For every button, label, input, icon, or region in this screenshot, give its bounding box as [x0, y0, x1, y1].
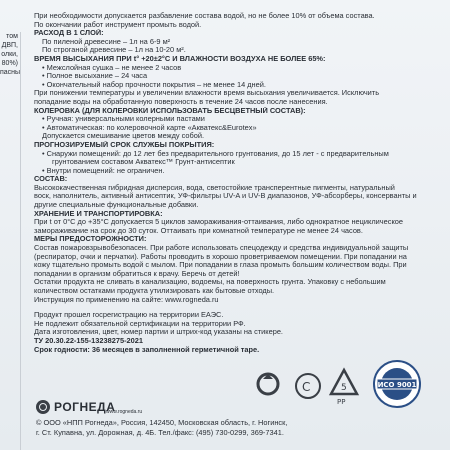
pp-label: PP: [337, 398, 346, 406]
text-line: Не подлежит обязательной сертификации на территории РФ.: [34, 319, 246, 328]
text-line: Высококачественная гибридная дисперсия, вода, светостойкие трансперентные пигменты, натуральный: [34, 183, 395, 192]
section-heading: КОЛЕРОВКА (ДЛЯ КОЛЕРОВКИ ИСПОЛЬЗОВАТЬ БЕСЦВЕТНЫЙ СОСТАВ):: [34, 106, 306, 115]
logo-mark-icon: [36, 400, 50, 414]
text-line: воск, наполнитель, активный антисептик, УФ-фильтры UV-A и UV-B диапазонов, УФ-абсорберы, консерванты и: [34, 192, 417, 201]
section-heading: Срок годности: 36 месяцев в заполненной герметичной таре.: [34, 345, 260, 354]
text-line: При понижении температуры и увеличении влажности время высыхания увеличивается. Исключить: [34, 89, 380, 98]
text-line: • Окончательный набор прочности покрытия – не менее 14 дней.: [42, 80, 266, 89]
text-line: • Ручная: универсальными колерными пастами: [42, 115, 205, 124]
text-line: • Межслойная сушка – не менее 2 часов: [42, 63, 182, 72]
address-line-1: © ООО «НПП Рогнеда», Россия, 142450, Московская область, г. Ногинск,: [36, 418, 288, 427]
text-line: попадание воды на обработанную поверхность в течение 24 часов после нанесения.: [34, 97, 328, 106]
pp-number: 5: [341, 383, 347, 393]
text-line: другие специальные функциональные добавки.: [34, 201, 199, 210]
text-line: Продукт прошел госрегистрацию на территории ЕАЭС.: [34, 311, 224, 320]
text-line: По строганой древесине – 1л на 10-20 м².: [42, 46, 186, 55]
recycle-pp-icon: [327, 364, 361, 408]
section-heading: ХРАНЕНИЕ И ТРАНСПОРТИРОВКА:: [34, 209, 163, 218]
left-fragment: олки,: [1, 51, 18, 58]
text-line: • Снаружи помещений: до 12 лет без предварительного грунтования, до 15 лет - с предварительным: [42, 149, 389, 158]
iso-9001-icon: [371, 358, 423, 410]
left-cut-column: [0, 32, 21, 450]
section-heading: ВРЕМЯ ВЫСЫХАНИЯ ПРИ t° +20±2°С И ВЛАЖНОСТИ ВОЗДУХА НЕ БОЛЕЕ 65%:: [34, 54, 326, 63]
text-line: попадании в организм обратиться к врачу. Беречь от детей!: [34, 269, 240, 278]
section-heading: РАСХОД В 1 СЛОЙ:: [34, 29, 104, 38]
address-block: [36, 418, 287, 438]
text-line: грунтованием составом Акватекс™ Грунт-антисептик: [52, 158, 235, 167]
left-fragment: том: [6, 33, 18, 40]
brand-logo: [36, 400, 166, 414]
left-fragment: ДВП,: [1, 42, 18, 49]
certification-icons: [245, 356, 445, 416]
svg-text:С: С: [302, 380, 311, 394]
text-line: При t от 0°С до +35°С допускается 5 циклов замораживания-оттаивания, либо однократное нециклическое: [34, 218, 403, 227]
text-line: При необходимости допускается разбавление состава водой, но не более 10% от объема состава.: [34, 12, 375, 20]
text-line: [34, 304, 446, 311]
section-heading: МЕРЫ ПРЕДОСТОРОЖНОСТИ:: [34, 235, 147, 244]
left-fragment: пасны: [0, 69, 21, 76]
text-line: • Автоматическая: по колеровочной карте «Акватекс&Eurotex»: [42, 123, 257, 132]
text-line: По окончании работ инструмент промыть водой.: [34, 20, 202, 29]
text-line: • Полное высыхание – 24 часа: [42, 72, 148, 81]
section-heading: ПРОГНОЗИРУЕМЫЙ СРОК СЛУЖБЫ ПОКРЫТИЯ:: [34, 140, 215, 149]
logo-name: РОГНЕДА: [54, 400, 116, 414]
left-fragment: 80%): [1, 60, 18, 67]
text-line: кожу тщательно промыть водой с мылом. При попадании в глаза промыть большим количеством воды. При: [34, 261, 407, 270]
text-line: По пиленой древесине – 1л на 6-9 м²: [42, 37, 171, 46]
text-line: Допускается смешивание цветов между собой.: [42, 132, 205, 141]
text-line: Остатки продукта не сливать в канализацию, водоемы, на поверхность грунта. Упаковку с небольшим: [34, 278, 386, 287]
text-line: Состав пожаровзрывобезопасен. При работе использовать спецодежду и средства индивидуальной защиты: [34, 244, 409, 253]
text-line: количеством остатками продукта утилизировать как бытовые отходы.: [34, 287, 275, 295]
iso-label: ИСО 9001: [377, 381, 417, 389]
section-heading: ТУ 20.30.22-155-13238275-2021: [34, 336, 143, 345]
text-line: (респиратор, очки и перчатки). Работы проводить в хорошо проветриваемом помещении. При попадании на: [34, 252, 407, 261]
text-line: • Внутри помещений: не ограничен.: [42, 166, 165, 175]
text-line: Инструкция по применению на сайте: www.rogneda.ru: [34, 295, 219, 304]
section-heading: СОСТАВ:: [34, 175, 68, 184]
text-line: замораживание на срок до 30 суток. Оттаивать при комнатной температуре не менее 24 часов.: [34, 226, 363, 235]
gost-mark-icon: [293, 370, 323, 406]
address-line-2: г. Ст. Купавна, ул. Дорожная, д. 4Б. Тел./факс: (495) 730-0299, 369-7341.: [36, 428, 284, 437]
logo-url: www.rogneda.ru: [106, 409, 143, 415]
mobius-loop-icon: [253, 366, 283, 406]
instruction-text: [34, 12, 446, 354]
text-line: Дата изготовления, цвет, номер партии и штрих-код указаны на стикере.: [34, 328, 283, 337]
